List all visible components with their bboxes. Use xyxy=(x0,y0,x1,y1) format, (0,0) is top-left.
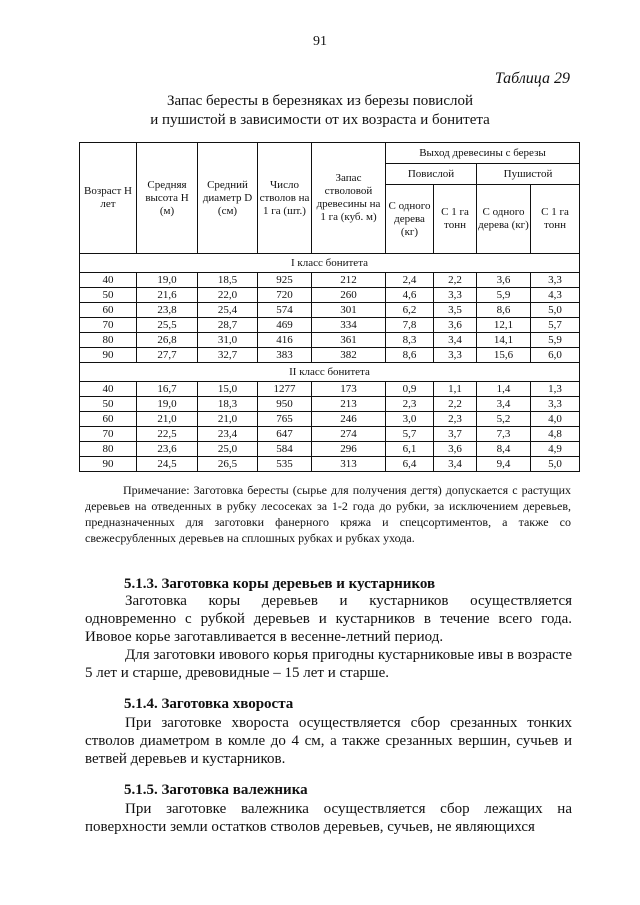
table-cell: 5,7 xyxy=(386,427,434,442)
section-title: 5.1.3. Заготовка коры деревьев и кустарников xyxy=(124,576,436,592)
table-cell: 535 xyxy=(258,457,312,472)
table-cell: 21,6 xyxy=(137,288,198,303)
header-diameter: Средний диаметр D (см) xyxy=(198,143,258,254)
paragraph: Для заготовки ивового корья пригодны кустарниковые ивы в возрасте 5 лет и старше, древовидные – 15 лет и старше. xyxy=(85,647,572,681)
table-cell: 3,4 xyxy=(434,333,477,348)
header-height: Средняя высота Н (м) xyxy=(137,143,198,254)
table-label: Таблица 29 xyxy=(494,70,570,87)
table-cell: 3,3 xyxy=(531,273,580,288)
table-cell: 8,4 xyxy=(477,442,531,457)
table-row xyxy=(80,457,580,472)
table-cell: 720 xyxy=(258,288,312,303)
table-cell: 31,0 xyxy=(198,333,258,348)
table-cell: 26,8 xyxy=(137,333,198,348)
table-cell: 3,5 xyxy=(434,303,477,318)
section-title: 5.1.5. Заготовка валежника xyxy=(124,782,308,798)
table-cell: 5,9 xyxy=(531,333,580,348)
table-cell: 2,3 xyxy=(434,412,477,427)
header-per-tree: С одного дерева (кг) xyxy=(386,185,434,254)
table-cell: 8,6 xyxy=(477,303,531,318)
table-row xyxy=(80,273,580,288)
table-cell: 2,2 xyxy=(434,273,477,288)
header-age: Возраст Н лет xyxy=(80,143,137,254)
header-trunks: Число стволов на 1 га (шт.) xyxy=(258,143,312,254)
table-cell: 8,6 xyxy=(386,348,434,363)
table-cell: 21,0 xyxy=(198,412,258,427)
table-cell: 24,5 xyxy=(137,457,198,472)
table-cell: 1277 xyxy=(258,382,312,397)
header-pushistaya: Пушистой xyxy=(477,164,580,185)
table-cell: 4,9 xyxy=(531,442,580,457)
table-row xyxy=(80,348,580,363)
table-cell: 70 xyxy=(80,427,137,442)
table-cell: 25,4 xyxy=(198,303,258,318)
table-cell: 383 xyxy=(258,348,312,363)
table-cell: 313 xyxy=(312,457,386,472)
table-cell: 18,5 xyxy=(198,273,258,288)
table-cell: 12,1 xyxy=(477,318,531,333)
table-cell: 1,3 xyxy=(531,382,580,397)
table-cell: 50 xyxy=(80,288,137,303)
table-cell: 15,6 xyxy=(477,348,531,363)
table-cell: 3,4 xyxy=(477,397,531,412)
table-row xyxy=(80,442,580,457)
table-cell: 25,5 xyxy=(137,318,198,333)
table-cell: 382 xyxy=(312,348,386,363)
table-cell: 14,1 xyxy=(477,333,531,348)
paragraph: Заготовка коры деревьев и кустарников осуществляется одновременно с рубкой деревьев и кустарников в течение всего года. Ивовое корье заготавливается в весенне-летний период. xyxy=(85,593,572,645)
section-body xyxy=(85,714,572,768)
table-cell: 0,9 xyxy=(386,382,434,397)
table-cell: 3,4 xyxy=(434,457,477,472)
table-cell: 40 xyxy=(80,382,137,397)
note-text: Примечание: Заготовка бересты (сырье для получения дегтя) допускается с растущих деревьев на отведенных в рубку лесосеках за 1-2 года до рубки, за исключением деревьев, предназначенных для заготовки фанерного кряжа и спецсортиментов, а также со свежесрубленных деревьев на сплошных рубках и рубках ухода. xyxy=(85,483,571,545)
page-number: 91 xyxy=(313,34,327,49)
table-cell: 4,3 xyxy=(531,288,580,303)
table-cell: 1,4 xyxy=(477,382,531,397)
table-cell: 6,1 xyxy=(386,442,434,457)
table-cell: 26,5 xyxy=(198,457,258,472)
table-cell: 23,8 xyxy=(137,303,198,318)
table-cell: 15,0 xyxy=(198,382,258,397)
table-cell: 5,9 xyxy=(477,288,531,303)
table-cell: 16,7 xyxy=(137,382,198,397)
section-body xyxy=(85,592,572,682)
table-cell: 3,6 xyxy=(477,273,531,288)
table-cell: 9,4 xyxy=(477,457,531,472)
table-cell: 40 xyxy=(80,273,137,288)
table-cell: 361 xyxy=(312,333,386,348)
table-note xyxy=(85,482,571,546)
table-cell: 50 xyxy=(80,397,137,412)
table-title-line: Запас бересты в березняках из березы повислой xyxy=(166,93,473,109)
table-cell: 32,7 xyxy=(198,348,258,363)
table-cell: 3,3 xyxy=(434,288,477,303)
table-cell: 213 xyxy=(312,397,386,412)
table-cell: 19,0 xyxy=(137,397,198,412)
table-cell: 3,7 xyxy=(434,427,477,442)
table-cell: 173 xyxy=(312,382,386,397)
table-cell: 28,7 xyxy=(198,318,258,333)
section-body xyxy=(85,800,572,836)
table-cell: 5,0 xyxy=(531,457,580,472)
header-per-tree: С одного дерева (кг) xyxy=(477,185,531,254)
table-cell: 8,3 xyxy=(386,333,434,348)
table-cell: 212 xyxy=(312,273,386,288)
table-cell: 3,6 xyxy=(434,442,477,457)
class-label: II класс бонитета xyxy=(80,363,580,382)
header-per-ha: С 1 га тонн xyxy=(531,185,580,254)
table-cell: 260 xyxy=(312,288,386,303)
paragraph: При заготовке валежника осуществляется сбор лежащих на поверхности земли остатков стволов деревьев, сучьев, не являющихся xyxy=(85,801,572,835)
table-cell: 4,8 xyxy=(531,427,580,442)
table-cell: 647 xyxy=(258,427,312,442)
table-row xyxy=(80,397,580,412)
table-cell: 70 xyxy=(80,318,137,333)
table-row xyxy=(80,288,580,303)
table-cell: 7,3 xyxy=(477,427,531,442)
table-cell: 4,6 xyxy=(386,288,434,303)
paragraph: При заготовке хвороста осуществляется сбор срезанных тонких стволов диаметром в комле до 4 см, а также срезанных вершин, сучьев и ветвей деревьев и кустарников. xyxy=(85,715,572,767)
table-cell: 296 xyxy=(312,442,386,457)
header-per-ha: С 1 га тонн xyxy=(434,185,477,254)
table-row xyxy=(80,303,580,318)
table-title-line: и пушистой в зависимости от их возраста и бонитета xyxy=(150,112,490,128)
table-cell: 18,3 xyxy=(198,397,258,412)
table-cell: 334 xyxy=(312,318,386,333)
table-cell: 3,3 xyxy=(434,348,477,363)
table-cell: 5,7 xyxy=(531,318,580,333)
table-cell: 22,0 xyxy=(198,288,258,303)
table-row xyxy=(80,318,580,333)
table-cell: 950 xyxy=(258,397,312,412)
table-cell: 6,2 xyxy=(386,303,434,318)
table-cell: 60 xyxy=(80,412,137,427)
table-cell: 80 xyxy=(80,333,137,348)
table-cell: 27,7 xyxy=(137,348,198,363)
table-row xyxy=(80,412,580,427)
table-cell: 19,0 xyxy=(137,273,198,288)
table-cell: 469 xyxy=(258,318,312,333)
table-cell: 925 xyxy=(258,273,312,288)
table-cell: 3,3 xyxy=(531,397,580,412)
table-cell: 574 xyxy=(258,303,312,318)
table-cell: 6,0 xyxy=(531,348,580,363)
class-label: I класс бонитета xyxy=(80,254,580,273)
table-cell: 4,0 xyxy=(531,412,580,427)
table-title xyxy=(80,92,560,130)
table-cell: 25,0 xyxy=(198,442,258,457)
table-cell: 2,4 xyxy=(386,273,434,288)
table-cell: 23,6 xyxy=(137,442,198,457)
table-cell: 22,5 xyxy=(137,427,198,442)
table-cell: 3,0 xyxy=(386,412,434,427)
table-cell: 3,6 xyxy=(434,318,477,333)
table-cell: 80 xyxy=(80,442,137,457)
table-cell: 90 xyxy=(80,457,137,472)
table-cell: 301 xyxy=(312,303,386,318)
table-cell: 5,0 xyxy=(531,303,580,318)
table-cell: 23,4 xyxy=(198,427,258,442)
table-cell: 5,2 xyxy=(477,412,531,427)
table-cell: 2,3 xyxy=(386,397,434,412)
header-stock: Запас стволовой древесины на 1 га (куб. м) xyxy=(312,143,386,254)
table-cell: 765 xyxy=(258,412,312,427)
table-cell: 584 xyxy=(258,442,312,457)
table-row xyxy=(80,427,580,442)
table-cell: 21,0 xyxy=(137,412,198,427)
table-cell: 6,4 xyxy=(386,457,434,472)
table-cell: 7,8 xyxy=(386,318,434,333)
header-povislaya: Повислой xyxy=(386,164,477,185)
table-cell: 246 xyxy=(312,412,386,427)
table-cell: 416 xyxy=(258,333,312,348)
header-output: Выход древесины с березы xyxy=(386,143,580,164)
table-cell: 60 xyxy=(80,303,137,318)
table-cell: 2,2 xyxy=(434,397,477,412)
section-title: 5.1.4. Заготовка хвороста xyxy=(124,696,294,712)
table-cell: 1,1 xyxy=(434,382,477,397)
table-row xyxy=(80,333,580,348)
data-table xyxy=(79,142,580,472)
table-row xyxy=(80,382,580,397)
table-cell: 274 xyxy=(312,427,386,442)
table-cell: 90 xyxy=(80,348,137,363)
